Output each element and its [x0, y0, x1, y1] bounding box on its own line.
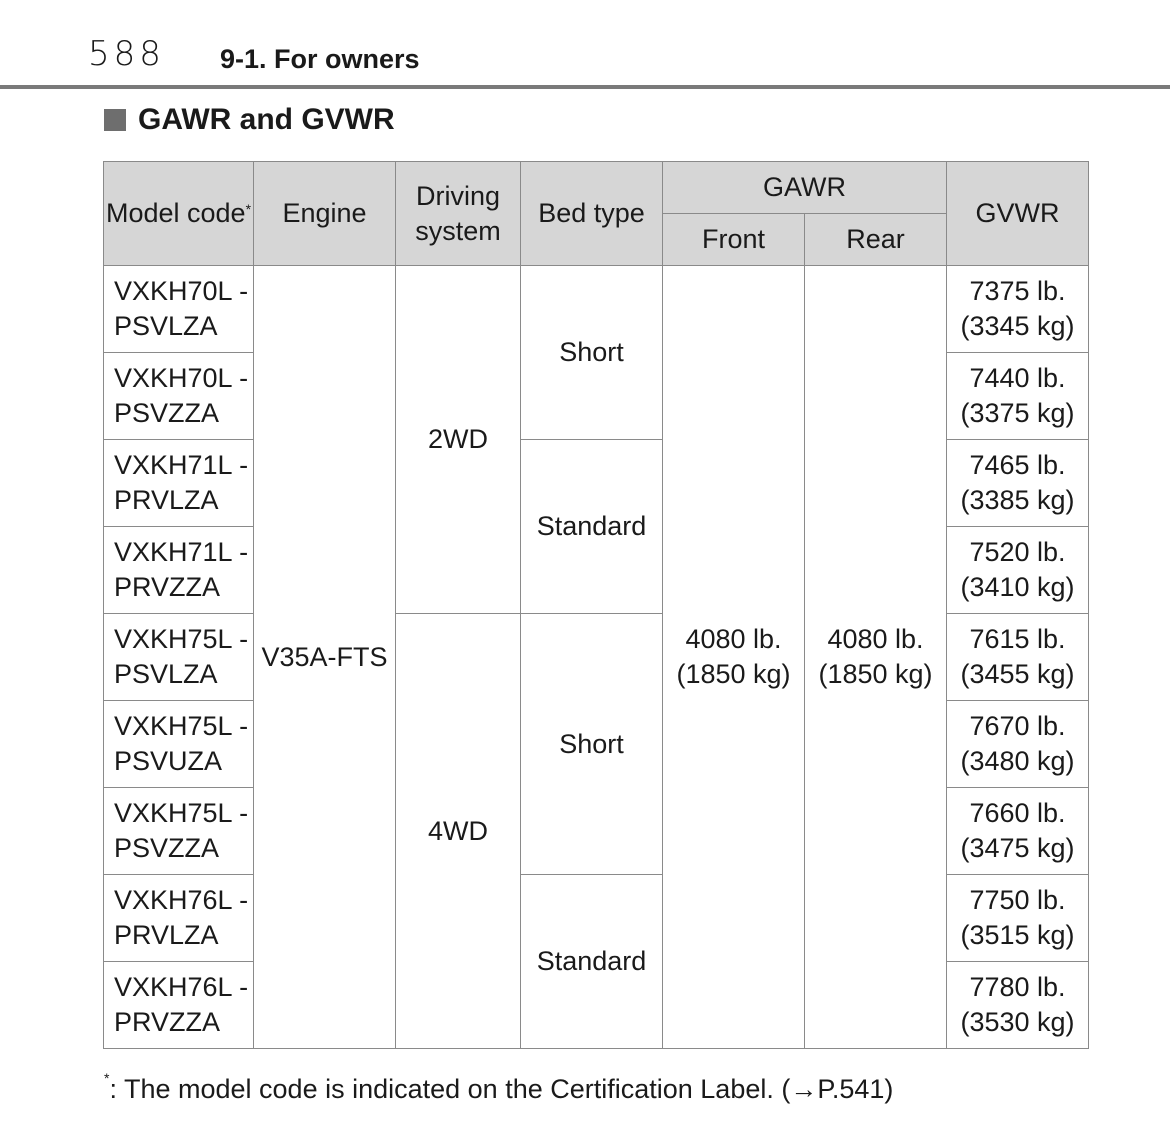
driving-system-cell-4wd: 4WD	[396, 614, 521, 1049]
square-bullet-icon	[104, 109, 126, 131]
gawr-gvwr-table	[103, 161, 1089, 1049]
driving-system-cell-2wd: 2WD	[396, 266, 521, 614]
gawr-rear-cell: 4080 lb. (1850 kg)	[805, 266, 947, 1049]
header-engine: Engine	[254, 162, 396, 266]
model-code-cell: VXKH71L -PRVLZA	[104, 440, 254, 527]
header-rear: Rear	[805, 214, 947, 266]
section-title: 9-1. For owners	[220, 44, 420, 74]
page-number: 588	[88, 34, 165, 74]
gvwr-cell: 7465 lb. (3385 kg)	[947, 440, 1089, 527]
model-code-cell: VXKH75L -PSVLZA	[104, 614, 254, 701]
gvwr-cell: 7670 lb. (3480 kg)	[947, 701, 1089, 788]
heading-text: GAWR and GVWR	[138, 103, 395, 136]
bed-type-cell: Standard	[521, 440, 663, 614]
footnote	[104, 1070, 894, 1105]
bed-type-cell: Short	[521, 266, 663, 440]
gvwr-cell: 7520 lb. (3410 kg)	[947, 527, 1089, 614]
model-code-cell: VXKH71L -PRVZZA	[104, 527, 254, 614]
bed-type-cell: Short	[521, 614, 663, 875]
header-model-code-text: Model code	[105, 198, 246, 228]
gvwr-cell: 7780 lb. (3530 kg)	[947, 962, 1089, 1049]
header-divider	[0, 85, 1170, 89]
header-front: Front	[663, 214, 805, 266]
gvwr-cell: 7375 lb. (3345 kg)	[947, 266, 1089, 353]
bed-type-cell: Standard	[521, 875, 663, 1049]
gvwr-cell: 7660 lb. (3475 kg)	[947, 788, 1089, 875]
engine-cell: V35A-FTS	[254, 266, 396, 1049]
gvwr-cell: 7750 lb. (3515 kg)	[947, 875, 1089, 962]
footnote-asterisk: *	[104, 1070, 110, 1086]
model-code-cell: VXKH76L -PRVLZA	[104, 875, 254, 962]
header-model-code	[104, 162, 254, 266]
header-driving-system: Driving system	[396, 162, 521, 266]
header-bed-type: Bed type	[521, 162, 663, 266]
table-row	[104, 266, 1089, 353]
model-code-cell: VXKH75L -PSVUZA	[104, 701, 254, 788]
gawr-front-cell: 4080 lb. (1850 kg)	[663, 266, 805, 1049]
gvwr-cell: 7615 lb. (3455 kg)	[947, 614, 1089, 701]
model-code-cell: VXKH76L -PRVZZA	[104, 962, 254, 1049]
model-code-cell: VXKH70L -PSVZZA	[104, 353, 254, 440]
header-gawr: GAWR	[663, 162, 947, 214]
footnote-text: : The model code is indicated on the Certification Label. (→P.541)	[109, 1074, 894, 1104]
header-gvwr: GVWR	[947, 162, 1089, 266]
model-code-cell: VXKH75L -PSVZZA	[104, 788, 254, 875]
gvwr-cell: 7440 lb. (3375 kg)	[947, 353, 1089, 440]
model-code-cell: VXKH70L -PSVLZA	[104, 266, 254, 353]
table-heading	[104, 103, 395, 137]
footnote-mark: *	[245, 201, 252, 217]
